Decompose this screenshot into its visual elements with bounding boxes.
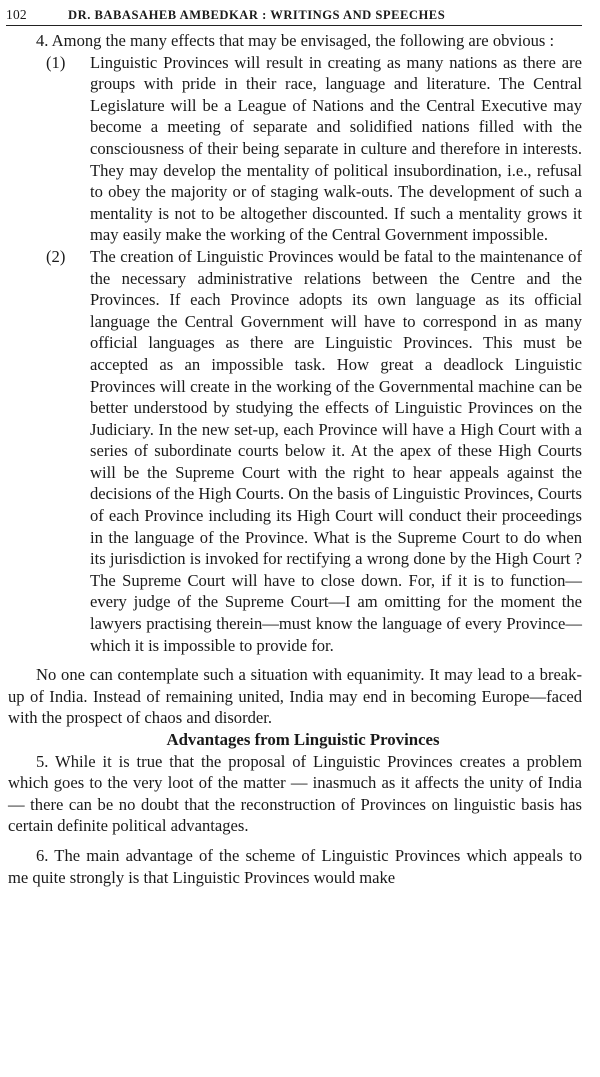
list-item-2 bbox=[16, 246, 582, 656]
list-item-1 bbox=[16, 52, 582, 246]
list-item-number: (2) bbox=[46, 246, 66, 266]
header-rule bbox=[6, 25, 582, 26]
section-heading: Advantages from Linguistic Provinces bbox=[166, 730, 440, 749]
paragraph-5: 5. While it is true that the proposal of Linguistic Provinces creates a problem which goes to the very loot of the matter — inasmuch as it affects the unity of India — there can be no doubt that the reconstruction of Provinces on linguistic basis has certain definite political advantages. bbox=[8, 751, 582, 836]
running-head bbox=[4, 6, 582, 24]
list-item-number: (1) bbox=[46, 52, 66, 72]
paragraph-no-one: No one can contemplate such a situation with equanimity. It may lead to a break-up of India. Instead of remaining united, India may end in becoming Europe—faced with the prospect of chaos and disorder. bbox=[8, 665, 582, 728]
page-number: 102 bbox=[6, 7, 27, 22]
page-body bbox=[4, 30, 582, 888]
running-title: DR. BABASAHEB AMBEDKAR : WRITINGS AND SPEECHES bbox=[68, 8, 446, 22]
paragraph-4: 4. Among the many effects that may be envisaged, the following are obvious : bbox=[36, 31, 555, 50]
paragraph-6: 6. The main advantage of the scheme of Linguistic Provinces which appeals to me quite strongly is that Linguistic Provinces would make bbox=[8, 845, 582, 887]
list-item-text: Linguistic Provinces will result in creating as many nations as there are groups with pride in their race, language and literature. The Central Legislature will be a League of Nations and the Central Executive may become a meeting of separate and solidified nations filled with the consciousness of their being separate in culture and therefore in interests. They may develop the mentality of political insubordination, i.e., refusal to obey the majority or of staging walk-outs. The development of such a mentality is not to be altogether discounted. If such a mentality grows it may easily make the working of the Central Government impossible. bbox=[90, 52, 582, 245]
list-item-text: The creation of Linguistic Provinces would be fatal to the maintenance of the necessary administrative relations between the Centre and the Provinces. If each Province adopts its own language as its official language the Central Government will have to correspond in as many official languages as there are Linguistic Provinces. This must be accepted as an impossible task. How great a deadlock Linguistic Provinces will create in the working of the Governmental machine can be better understood by studying the effects of Linguistic Provinces on the Judiciary. In the new set-up, each Province will have a High Court with a series of subordinate courts below it. At the apex of these High Courts will be the Supreme Court with the right to hear appeals against the decisions of the High Courts. On the basis of Linguistic Provinces, Courts of each Province including its High Court will conduct their proceedings in the language of the Province. What is the Supreme Court to do when its jurisdiction is invoked for rectifying a wrong done by the High Court ? The Supreme Court will have to close down. For, if it is to function—every judge of the Supreme Court—I am omitting for the moment the lawyers practising therein—must know the language of every Province—which it is impossible to provide for. bbox=[90, 246, 582, 655]
